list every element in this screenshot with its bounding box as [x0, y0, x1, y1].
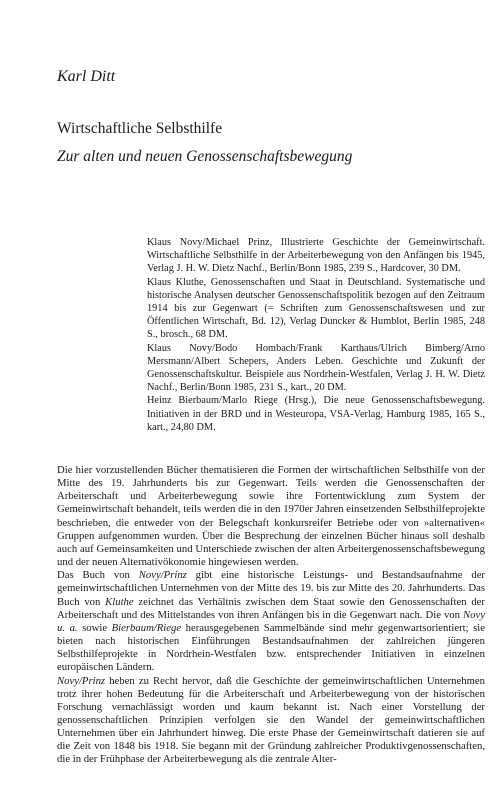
- reviewed-books-list: [147, 236, 485, 434]
- cited-authors: Bierbaum/Riege: [111, 621, 182, 634]
- text-run: zeichnet das Verhältnis zwischen dem Staat sowie den Genossenschaften der Arbeiterschaft und des Mittelstandes von ihren Anfängen bis in die Gegenwart nach. Die von: [57, 595, 485, 621]
- article-title: Wirtschaftliche Selbsthilfe: [57, 120, 223, 137]
- cited-authors: Kluthe: [105, 595, 134, 608]
- article-subtitle: Zur alten und neuen Genossenschaftsbewegung: [57, 148, 353, 165]
- book-reference: Heinz Bierbaum/Marlo Riege (Hrsg.), Die neue Genossenschaftsbewegung. Initiativen in der BRD und in Westeuropa, VSA-Verlag, Hamburg 1985, 165 S., kart., 24,80 DM.: [147, 395, 485, 433]
- book-reference: Klaus Novy/Bodo Hombach/Frank Karthaus/Ulrich Bimberg/Arno Mersmann/Albert Schepers, Anders Leben. Geschichte und Zukunft der Genossenschaftskultur. Beispiele aus Nordrhein-Westfalen, Verlag J. H. W. Dietz Nachf., Berlin/Bonn 1985, 231 S., kart., 20 DM.: [147, 342, 485, 394]
- body-paragraph: Die hier vorzustellenden Bücher thematisieren die Formen der wirtschaftlichen Selbsthilfe von der Mitte des 19. Jahrhunderts bis zur Gegenwart. Teils werden die Genossenschaften der Arbeiterschaft und Arbeiterbewegung sowie ihre Fortentwicklung zum System der Gemeinwirtschaft behandelt, teils werden die in den 1970er Jahren einsetzenden Selbsthilfeprojekte beschrieben, die entweder von der Belegschaft konkursreifer Betriebe oder von »alternativen« Gruppen aufgenommen wurden. Über die Besprechung der einzelnen Bücher hinaus soll deshalb auch auf Gemeinsamkeiten und Unterschiede zwischen der alten Arbeitergenossenschaftsbewegung und der neuen Alternativökonomie hingewiesen werden.: [57, 464, 485, 569]
- text-run: sowie: [77, 621, 112, 634]
- book-reference: Klaus Kluthe, Genossenschaften und Staat in Deutschland. Systematische und historische Analysen deutscher Genossenschaftspolitik bezogen auf den Zeitraum 1914 bis zur Gegenwart (= Schriften zum Genossenschaftswesen und zur Öffentlichen Wirtschaft, Bd. 12), Verlag Duncker & Humblot, Berlin 1985, 248 S., brosch., 68 DM.: [147, 276, 485, 341]
- cited-authors: Novy/Prinz: [138, 569, 187, 582]
- cited-authors: Novy u. a.: [57, 608, 485, 634]
- body-paragraph: [57, 675, 485, 767]
- text-run: gibt eine historische Leistungs- und Bestandsaufnahme der gemeinwirtschaftlichen Unternehmen von der Mitte des 19. bis zur Mitte des 20. Jahrhunderts. Das Buch von: [57, 569, 485, 608]
- text-run: heben zu Recht hervor, daß die Geschichte der gemeinwirtschaftlichen Unternehmen trotz ihrer hohen Bedeutung für die Arbeiterschaft und Arbeiterbewegung von der historischen Forschung vernachlässigt worden und kaum bekannt ist. Nach einer Vorstellung der genossenschaftlichen Prinzipien verfolgen sie den Wandel der gemeinwirtschaftlichen Unternehmen über ein Jahrhundert hinweg. Die erste Phase der Gemeinwirtschaft datieren sie auf die Zeit von 1848 bis 1918. Sie begann mit der Gründung zahlreicher Produktivgenossenschaften, die in der Frühphase der Arbeiterbewegung als die zentrale Alter-: [57, 674, 485, 766]
- body-paragraph: [57, 569, 485, 674]
- article-body: [57, 464, 485, 767]
- text-run: herausgegebenen Sammelbände sind mehr gegenwartsorientiert; sie bieten nach historischen Einführungen Bestandsaufnahmen der zahlreichen jüngeren Selbsthilfeprojekte in Nordrhein-Westfalen bzw. entsprechender Initiativen in einzelnen europäischen Ländern.: [57, 621, 486, 674]
- cited-authors: Novy/Prinz: [57, 674, 106, 687]
- author-name: Karl Ditt: [57, 68, 116, 85]
- text-run: Das Buch von: [57, 569, 139, 582]
- book-reference: Klaus Novy/Michael Prinz, Illustrierte Geschichte der Gemeinwirtschaft. Wirtschaftliche Selbsthilfe in der Arbeiterbewegung von den Anfängen bis 1945, Verlag J. H. W. Dietz Nachf., Berlin/Bonn 1985, 239 S., Hardcover, 30 DM.: [147, 237, 485, 275]
